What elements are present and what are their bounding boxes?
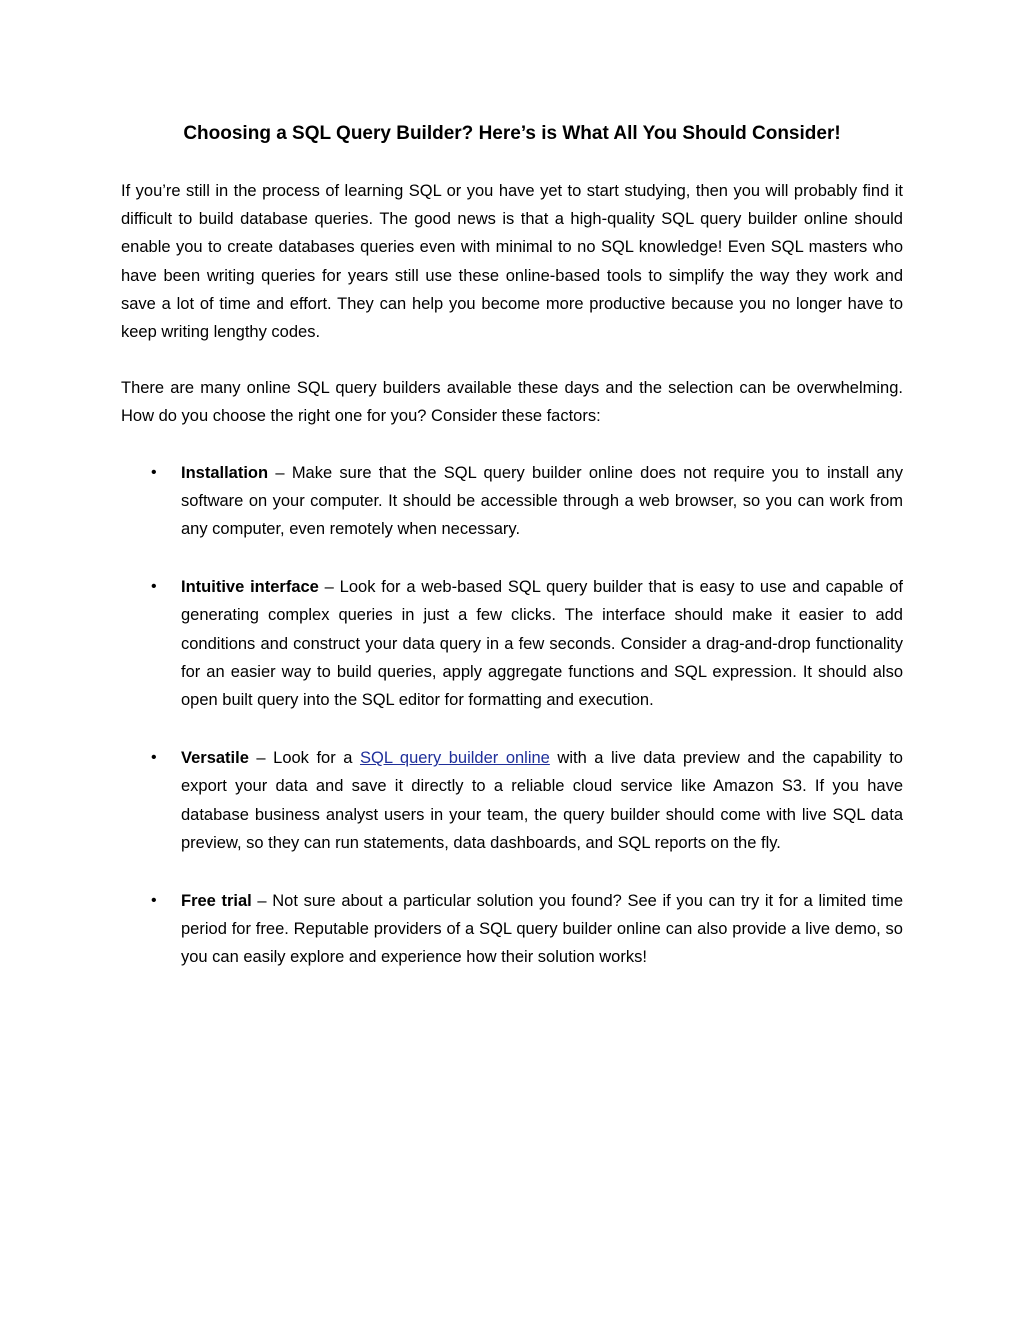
factor-text-after-link: with a live data preview and the capability to export your data and save it directly to a reliable cloud service like Amazon S3. If you have database business analyst users in your team, the query builder should come with live SQL data preview, so they can run statements, data dashboards, and SQL reports on the fly. [181,749,903,852]
bullet-icon: • [151,749,157,767]
factor-term: Installation [181,463,269,482]
bullet-icon: • [151,892,157,910]
factor-free-trial [121,887,903,972]
factor-text: – Look for a web-based SQL query builder that is easy to use and capable of generating complex queries in just a few clicks. The interface should make it easier to add conditions and construct your data query in a few seconds. Consider a drag-and-drop functionality for an easier way to build queries, apply aggregate functions and SQL expression. It should also open built query into the SQL editor for formatting and execution. [181,578,903,710]
bullet-icon: • [151,578,157,596]
factor-term: Free trial [181,892,252,911]
factor-intuitive-interface [121,573,903,714]
factor-text-before-link: – Look for a [248,749,360,768]
document-page [121,118,903,1002]
sql-query-builder-link[interactable]: SQL query builder online [359,749,550,768]
factor-term: Versatile [181,749,249,768]
factor-text: – Make sure that the SQL query builder online does not require you to install any software on your computer. It should be accessible through a web browser, so you can work from any computer, even remotely when necessary. [181,463,903,539]
page-title: Choosing a SQL Query Builder? Here’s is What All You Should Consider! [183,123,841,144]
factor-versatile [121,744,903,857]
bullet-icon: • [151,463,157,481]
factors-intro-paragraph: There are many online SQL query builders available these days and the selection can be overwhelming. How do you choose the right one for you? Consider these factors: [121,379,903,426]
intro-paragraph: If you’re still in the process of learning SQL or you have yet to start studying, then you will probably find it difficult to build database queries. The good news is that a high-quality SQL query builder online should enable you to create databases queries even with minimal to no SQL knowledge! Even SQL masters who have been writing queries for years still use these online-based tools to simplify the way they work and save a lot of time and effort. They can help you become more productive because you no longer have to keep writing lengthy codes. [121,182,903,342]
factor-term: Intuitive interface [181,578,319,597]
factors-list [121,459,903,972]
factor-installation [121,459,903,544]
factor-text: – Not sure about a particular solution you found? See if you can try it for a limited time period for free. Reputable providers of a SQL query builder online can also provide a live demo, so you can easily explore and experience how their solution works! [181,892,903,967]
